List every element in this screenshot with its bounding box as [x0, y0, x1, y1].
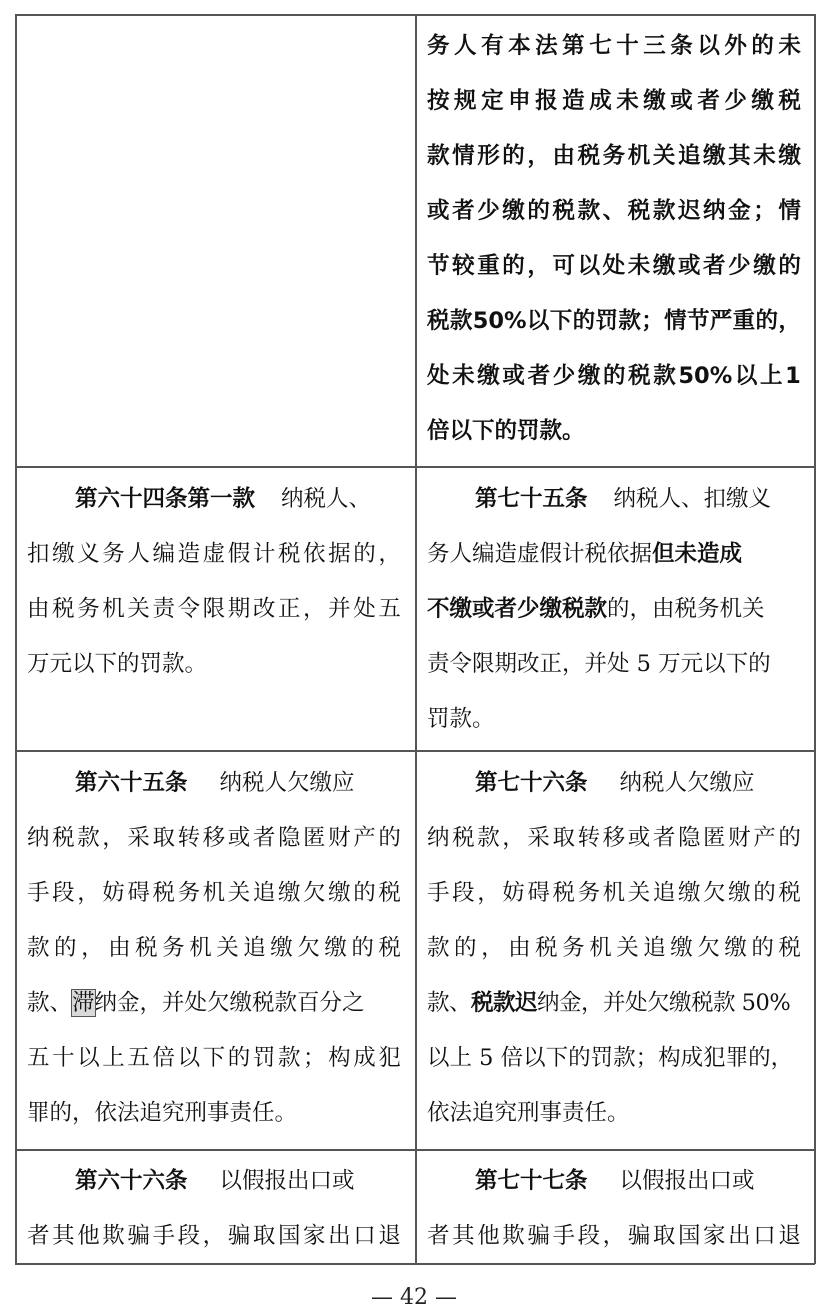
article-heading: 第六十四条第一款 — [75, 486, 256, 512]
text-line: 罪的，依法追究刑事责任。 — [27, 1100, 298, 1126]
text-span: 纳金，并处欠缴税款 50% — [537, 990, 791, 1016]
text-line: 节 较 重 的 ， 可 以 处 未 缴 或 者 少 缴 的 — [427, 253, 801, 279]
amended-text: 税款迟 — [471, 990, 538, 1016]
text-line: 倍以下的罚款。 — [427, 418, 585, 444]
text-line: 扣 缴 义 务 人 编 造 虚 假 计 税 依 据 的 ， — [27, 541, 401, 567]
text-line: 责令限期改正，并处 5 万元以下的 — [427, 651, 771, 677]
text-line — [427, 594, 765, 624]
text-span: 纳税人欠缴应 — [619, 770, 755, 796]
article-line — [475, 768, 755, 798]
text-line: 手 段 ， 妨 碍 税 务 机 关 追 缴 欠 缴 的 税 — [427, 880, 801, 906]
amended-text: 不缴或者少缴税款 — [427, 596, 608, 622]
text-line: 以上 5 倍以下的罚款；构成犯罪的， — [427, 1045, 794, 1071]
row3-right-cell — [415, 750, 815, 1149]
text-line: 手 段 ， 妨 碍 税 务 机 关 追 缴 欠 缴 的 税 — [27, 880, 401, 906]
text-line: 按 规 定 申 报 造 成 未 缴 或 者 少 缴 税 — [427, 88, 801, 114]
article-line — [75, 484, 371, 514]
text-line: 五 十 以 上 五 倍 以 下 的 罚 款 ； 构 成 犯 — [27, 1045, 401, 1071]
row4-left-cell — [15, 1149, 415, 1263]
amended-text: 但未造成 — [652, 541, 743, 567]
text-line: 款 情 形 的 ， 由 税 务 机 关 追 缴 其 未 缴 — [427, 143, 801, 169]
text-line: 税 款 50% 以 下 的 罚 款 ； 情 节 严 重 的 ， — [427, 308, 801, 334]
text-span: 纳金，并处欠缴税款百分之 — [94, 990, 365, 1016]
article-heading: 第六十五条 — [75, 770, 188, 796]
text-line: 处 未 缴 或 者 少 缴 的 税 款 50% 以 上 1 — [427, 363, 801, 389]
text-line: 纳 税 款 ， 采 取 转 移 或 者 隐 匿 财 产 的 — [27, 825, 401, 851]
row1-left-cell — [15, 14, 415, 466]
text-span: 的，由税务机关 — [607, 596, 765, 622]
page-number: — 42 — — [371, 1285, 457, 1310]
article-heading: 第六十六条 — [75, 1168, 188, 1194]
row4-right-cell — [415, 1149, 815, 1263]
text-line: 罚款。 — [427, 706, 495, 732]
highlighted-character: 滞 — [72, 990, 95, 1016]
text-line: 务 人 有 本 法 第 七 十 三 条 以 外 的 未 — [427, 33, 801, 59]
row2-right-cell — [415, 466, 815, 750]
text-line — [427, 988, 790, 1018]
text-line: 由 税 务 机 关 责 令 限 期 改 正 ， 并 处 五 — [27, 596, 401, 622]
text-span: 以假报出口或 — [619, 1168, 755, 1194]
article-line — [475, 484, 771, 514]
text-span: 纳税人欠缴应 — [219, 770, 355, 796]
article-heading: 第七十七条 — [475, 1168, 588, 1194]
article-line — [75, 768, 355, 798]
text-span: 纳税人、扣缴义 — [613, 486, 772, 512]
row2-left-cell — [15, 466, 415, 750]
text-line: 依法追究刑事责任。 — [427, 1100, 630, 1126]
text-line: 纳 税 款 ， 采 取 转 移 或 者 隐 匿 财 产 的 — [427, 825, 801, 851]
article-heading: 第七十六条 — [475, 770, 588, 796]
text-span: 务人编造虚假计税依据 — [427, 541, 653, 567]
comparison-table — [15, 14, 815, 1264]
text-span: 款、 — [427, 990, 472, 1016]
text-line — [27, 988, 365, 1018]
text-line: 款 的 ， 由 税 务 机 关 追 缴 欠 缴 的 税 — [27, 935, 401, 961]
text-span: 款、 — [27, 990, 73, 1016]
article-heading: 第七十五条 — [475, 486, 588, 512]
text-line: 或 者 少 缴 的 税 款 、 税 款 迟 纳 金 ； 情 — [427, 198, 801, 224]
text-line: 者 其 他 欺 骗 手 段 ， 骗 取 国 家 出 口 退 — [27, 1223, 401, 1249]
text-span: 以假报出口或 — [219, 1168, 355, 1194]
article-line — [75, 1166, 355, 1196]
row3-left-cell — [15, 750, 415, 1149]
article-line — [475, 1166, 755, 1196]
text-line: 者 其 他 欺 骗 手 段 ， 骗 取 国 家 出 口 退 — [427, 1223, 801, 1249]
text-line: 款 的 ， 由 税 务 机 关 追 缴 欠 缴 的 税 — [427, 935, 801, 961]
text-span: 纳税人、 — [281, 486, 372, 512]
text-line — [427, 539, 742, 569]
row1-right-cell — [415, 14, 815, 466]
text-line: 万元以下的罚款。 — [27, 651, 208, 677]
